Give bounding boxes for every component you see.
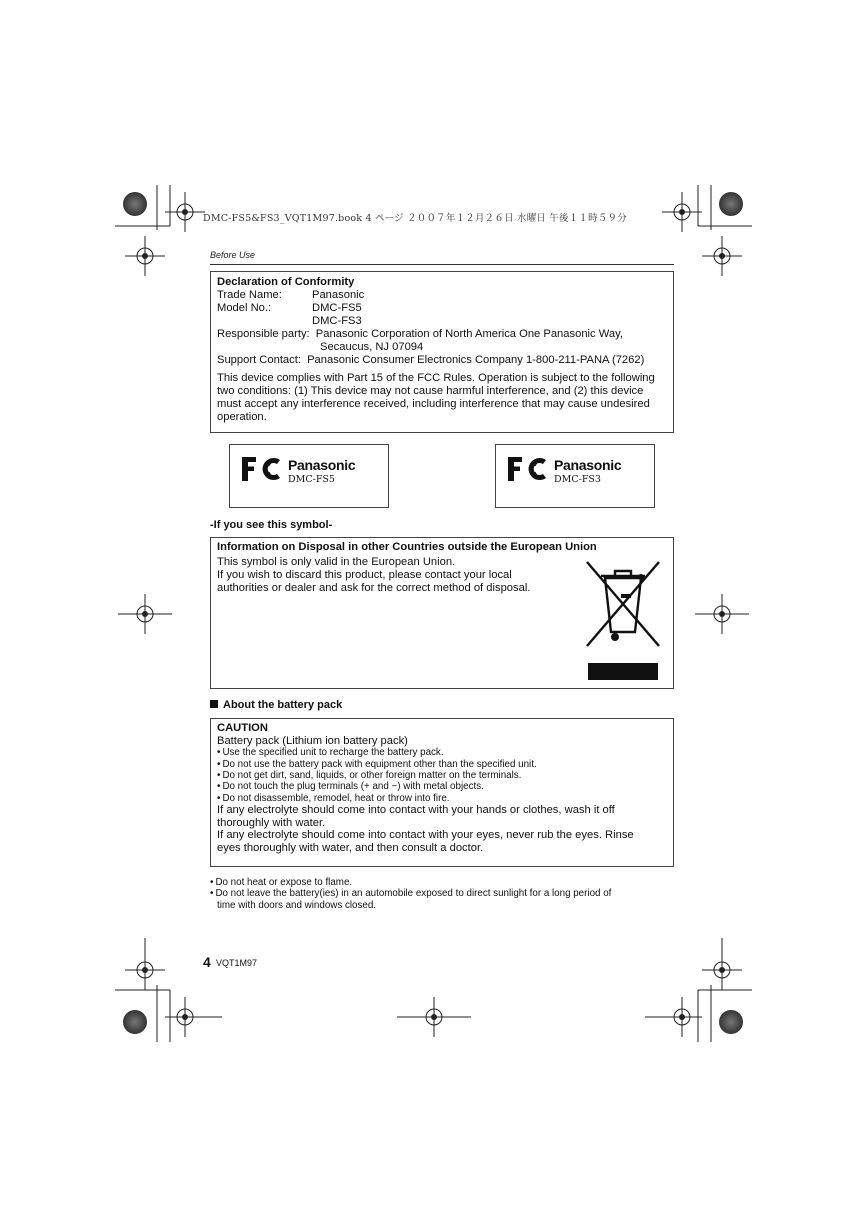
caution-subtitle: Battery pack (Lithium ion battery pack) (217, 734, 408, 747)
black-bar (588, 663, 658, 680)
electrolyte-eyes-line2: eyes thoroughly with water, and then consult a doctor. (217, 842, 484, 854)
responsible-line1: Panasonic Corporation of North America One Panasonic Way, (315, 328, 623, 340)
electrolyte-hands-line1: If any electrolyte should come into contact with your hands or clothes, wash it off (217, 804, 615, 817)
battery-heading (210, 699, 342, 711)
fcc-label-fs3 (495, 444, 655, 508)
support-contact (217, 354, 667, 367)
model-label: Model No.: (217, 302, 272, 314)
note-automobile-line2: time with doors and windows closed. (217, 899, 377, 911)
declaration-title: Declaration of Conformity (217, 276, 355, 288)
fcc-brand: Panasonic (554, 457, 622, 473)
disposal-line3: authorities or dealer and ask for the correct method of disposal. (217, 582, 531, 594)
caution-box (210, 718, 674, 867)
fcc-model: DMC-FS3 (554, 474, 601, 485)
responsible-party (217, 328, 667, 341)
note-automobile: • Do not leave the battery(ies) in an automobile exposed to direct sunlight for a long period of (210, 888, 674, 899)
responsible-line2: Secaucus, NJ 07094 (320, 341, 424, 353)
square-bullet-icon (210, 700, 218, 708)
model-row-2 (217, 315, 667, 328)
crossed-out-wheelie-bin-icon (583, 558, 663, 650)
fcc-logo-icon (506, 455, 548, 483)
disposal-line1: This symbol is only valid in the European Union. (217, 556, 456, 568)
support-label: Support Contact: (217, 354, 301, 366)
battery-heading-text: About the battery pack (223, 699, 343, 711)
electrolyte-hands-line2: thoroughly with water. (217, 816, 326, 829)
section-label: Before Use (210, 250, 256, 260)
fcc-logo-icon (240, 455, 282, 483)
support-value: Panasonic Consumer Electronics Company 1-800-211-PANA (7262) (307, 354, 645, 366)
fcc-model: DMC-FS5 (288, 474, 335, 485)
note-flame: • Do not heat or expose to flame. (210, 877, 674, 888)
fcc-label-fs5 (229, 444, 389, 508)
page-number: 4 (203, 954, 211, 970)
symbol-heading: -If you see this symbol- (210, 519, 333, 531)
model-value-1: DMC-FS5 (312, 302, 362, 314)
fcc-compliance-text: This device complies with Part 15 of the FCC Rules. Operation is subject to the following two conditions: (1) This device may not cause harmful interference, and (2) this device must accept any interference received, including interference that may cause undesired operation. (217, 372, 655, 423)
list-item: • Do not use the battery pack with equipment other than the specified unit. (217, 759, 667, 770)
disposal-box (210, 537, 674, 689)
disposal-line2: If you wish to discard this product, please contact your local (217, 569, 512, 581)
list-item: • Use the specified unit to recharge the battery pack. (217, 747, 667, 758)
print-header: DMC-FS5&FS3_VQT1M97.book 4 ページ ２００７年１２月２６日 水曜日 午後１１時５９分 (203, 213, 627, 224)
model-row (217, 302, 667, 315)
fcc-brand: Panasonic (288, 457, 356, 473)
trade-name-label: Trade Name: (217, 289, 282, 301)
trade-name-row (217, 289, 667, 302)
disposal-title: Information on Disposal in other Countries outside the European Union (217, 541, 597, 553)
responsible-label: Responsible party: (217, 328, 310, 340)
caution-title: CAUTION (217, 722, 268, 734)
list-item: • Do not touch the plug terminals (+ and −) with metal objects. (217, 781, 667, 792)
list-item: • Do not disassemble, remodel, heat or throw into fire. (217, 793, 667, 804)
caution-bullet-list (217, 747, 667, 804)
header-rule (210, 264, 674, 265)
declaration-box (210, 271, 674, 433)
list-item: • Do not get dirt, sand, liquids, or other foreign matter on the terminals. (217, 770, 667, 781)
battery-notes (210, 877, 674, 911)
trade-name-value: Panasonic (312, 289, 365, 301)
electrolyte-eyes-line1: If any electrolyte should come into contact with your eyes, never rub the eyes. Rinse (217, 829, 634, 842)
model-value-2: DMC-FS3 (312, 315, 362, 327)
doc-code: VQT1M97 (216, 958, 258, 968)
